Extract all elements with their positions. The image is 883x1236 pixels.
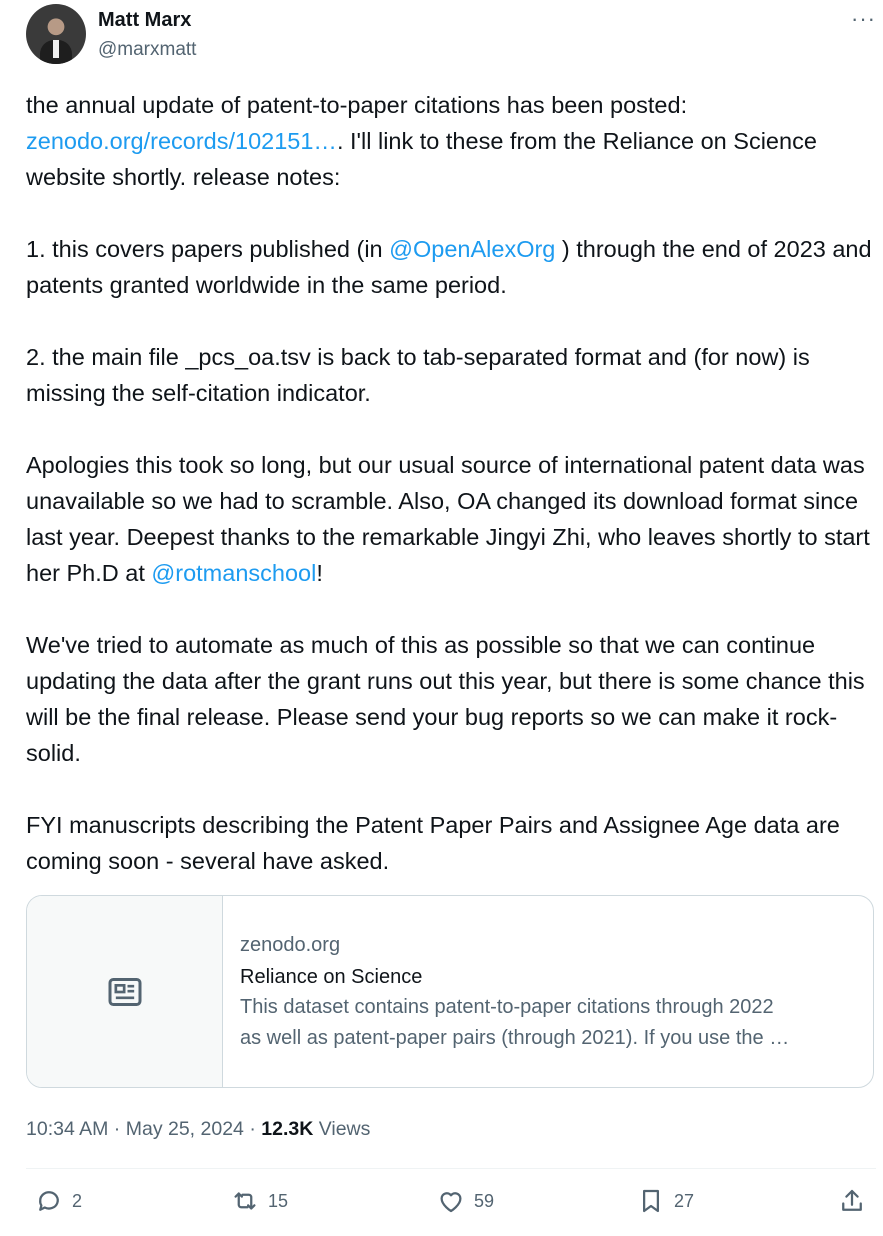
card-domain: zenodo.org bbox=[240, 934, 341, 956]
tweet-text-p6: FYI manuscripts describing the Patent Paper Pairs and Assignee Age data are coming soon - several have asked. bbox=[26, 812, 847, 874]
tweet-text-p1: the annual update of patent-to-paper citations has been posted: bbox=[26, 92, 694, 118]
meta-separator: · bbox=[243, 1118, 262, 1140]
heart-icon bbox=[436, 1186, 466, 1216]
repost-icon bbox=[230, 1186, 260, 1216]
tweet-text-p5: We've tried to automate as much of this as possible so that we can continue updating the data after the grant runs out this year, but there is some chance this will be the final release. Please send your bug reports so we can make it rock-solid. bbox=[26, 632, 872, 766]
author-name[interactable]: Matt Marx bbox=[98, 9, 192, 31]
card-description bbox=[240, 992, 857, 1054]
bookmark-icon bbox=[636, 1186, 666, 1216]
tweet-text-p2-cont: ) through the end of 2023 and patents granted worldwide in the same period. bbox=[26, 236, 879, 298]
tweet-text-p4: Apologies this took so long, but our usual source of international patent data was unavailable so we had to scramble. Also, OA changed its download format since last year. Deepest thanks to the remarkable Jingyi Zhi, who leaves shortly to start her Ph.D at bbox=[26, 452, 877, 586]
share-icon bbox=[837, 1186, 867, 1216]
card-thumbnail bbox=[27, 896, 223, 1087]
tweet-header bbox=[26, 4, 876, 66]
card-title: Reliance on Science bbox=[240, 966, 423, 988]
repost-button[interactable] bbox=[230, 1186, 288, 1216]
tweet-text-p4-cont: ! bbox=[316, 560, 323, 586]
tweet-time[interactable]: 10:34 AM bbox=[26, 1118, 109, 1140]
divider bbox=[26, 1168, 876, 1169]
like-button[interactable] bbox=[436, 1186, 494, 1216]
tweet-text-p3: 2. the main file _pcs_oa.tsv is back to tab-separated format and (for now) is missing the self-citation indicator. bbox=[26, 344, 817, 406]
views-label: Views bbox=[313, 1118, 371, 1140]
reply-button[interactable] bbox=[34, 1186, 82, 1216]
mention-rotmanschool[interactable]: @rotmanschool bbox=[151, 560, 317, 586]
like-count: 59 bbox=[474, 1190, 495, 1211]
author-handle[interactable]: @marxmatt bbox=[98, 39, 197, 60]
article-icon bbox=[105, 972, 145, 1012]
mention-openalexorg[interactable]: @OpenAlexOrg bbox=[389, 236, 556, 262]
repost-count: 15 bbox=[268, 1190, 289, 1211]
bookmark-count: 27 bbox=[674, 1190, 695, 1211]
card-description-line-1: This dataset contains patent-to-paper citations through 2022 bbox=[240, 996, 774, 1018]
tweet-text-p2: 1. this covers papers published (in bbox=[26, 236, 390, 262]
avatar[interactable] bbox=[26, 4, 86, 64]
tweet-date[interactable]: May 25, 2024 bbox=[125, 1118, 244, 1140]
action-bar bbox=[26, 1186, 876, 1226]
tweet-text bbox=[26, 87, 878, 879]
card-description-line-2: as well as patent-paper pairs (through 2021). If you use the … bbox=[240, 1027, 790, 1049]
more-options-icon[interactable]: ··· bbox=[851, 6, 876, 31]
share-button[interactable] bbox=[837, 1186, 867, 1216]
card-info bbox=[240, 934, 857, 1054]
bookmark-button[interactable] bbox=[636, 1186, 694, 1216]
zenodo-link[interactable]: zenodo.org/records/102151… bbox=[26, 128, 337, 154]
link-card[interactable] bbox=[26, 895, 874, 1088]
reply-count: 2 bbox=[72, 1190, 83, 1211]
reply-icon bbox=[34, 1186, 64, 1216]
views-count: 12.3K bbox=[261, 1118, 314, 1140]
meta-separator: · bbox=[108, 1118, 126, 1140]
tweet-meta bbox=[26, 1118, 370, 1141]
tweet-text-p1-cont: . I'll link to these from the Reliance on Science website shortly. release notes: bbox=[26, 128, 824, 190]
